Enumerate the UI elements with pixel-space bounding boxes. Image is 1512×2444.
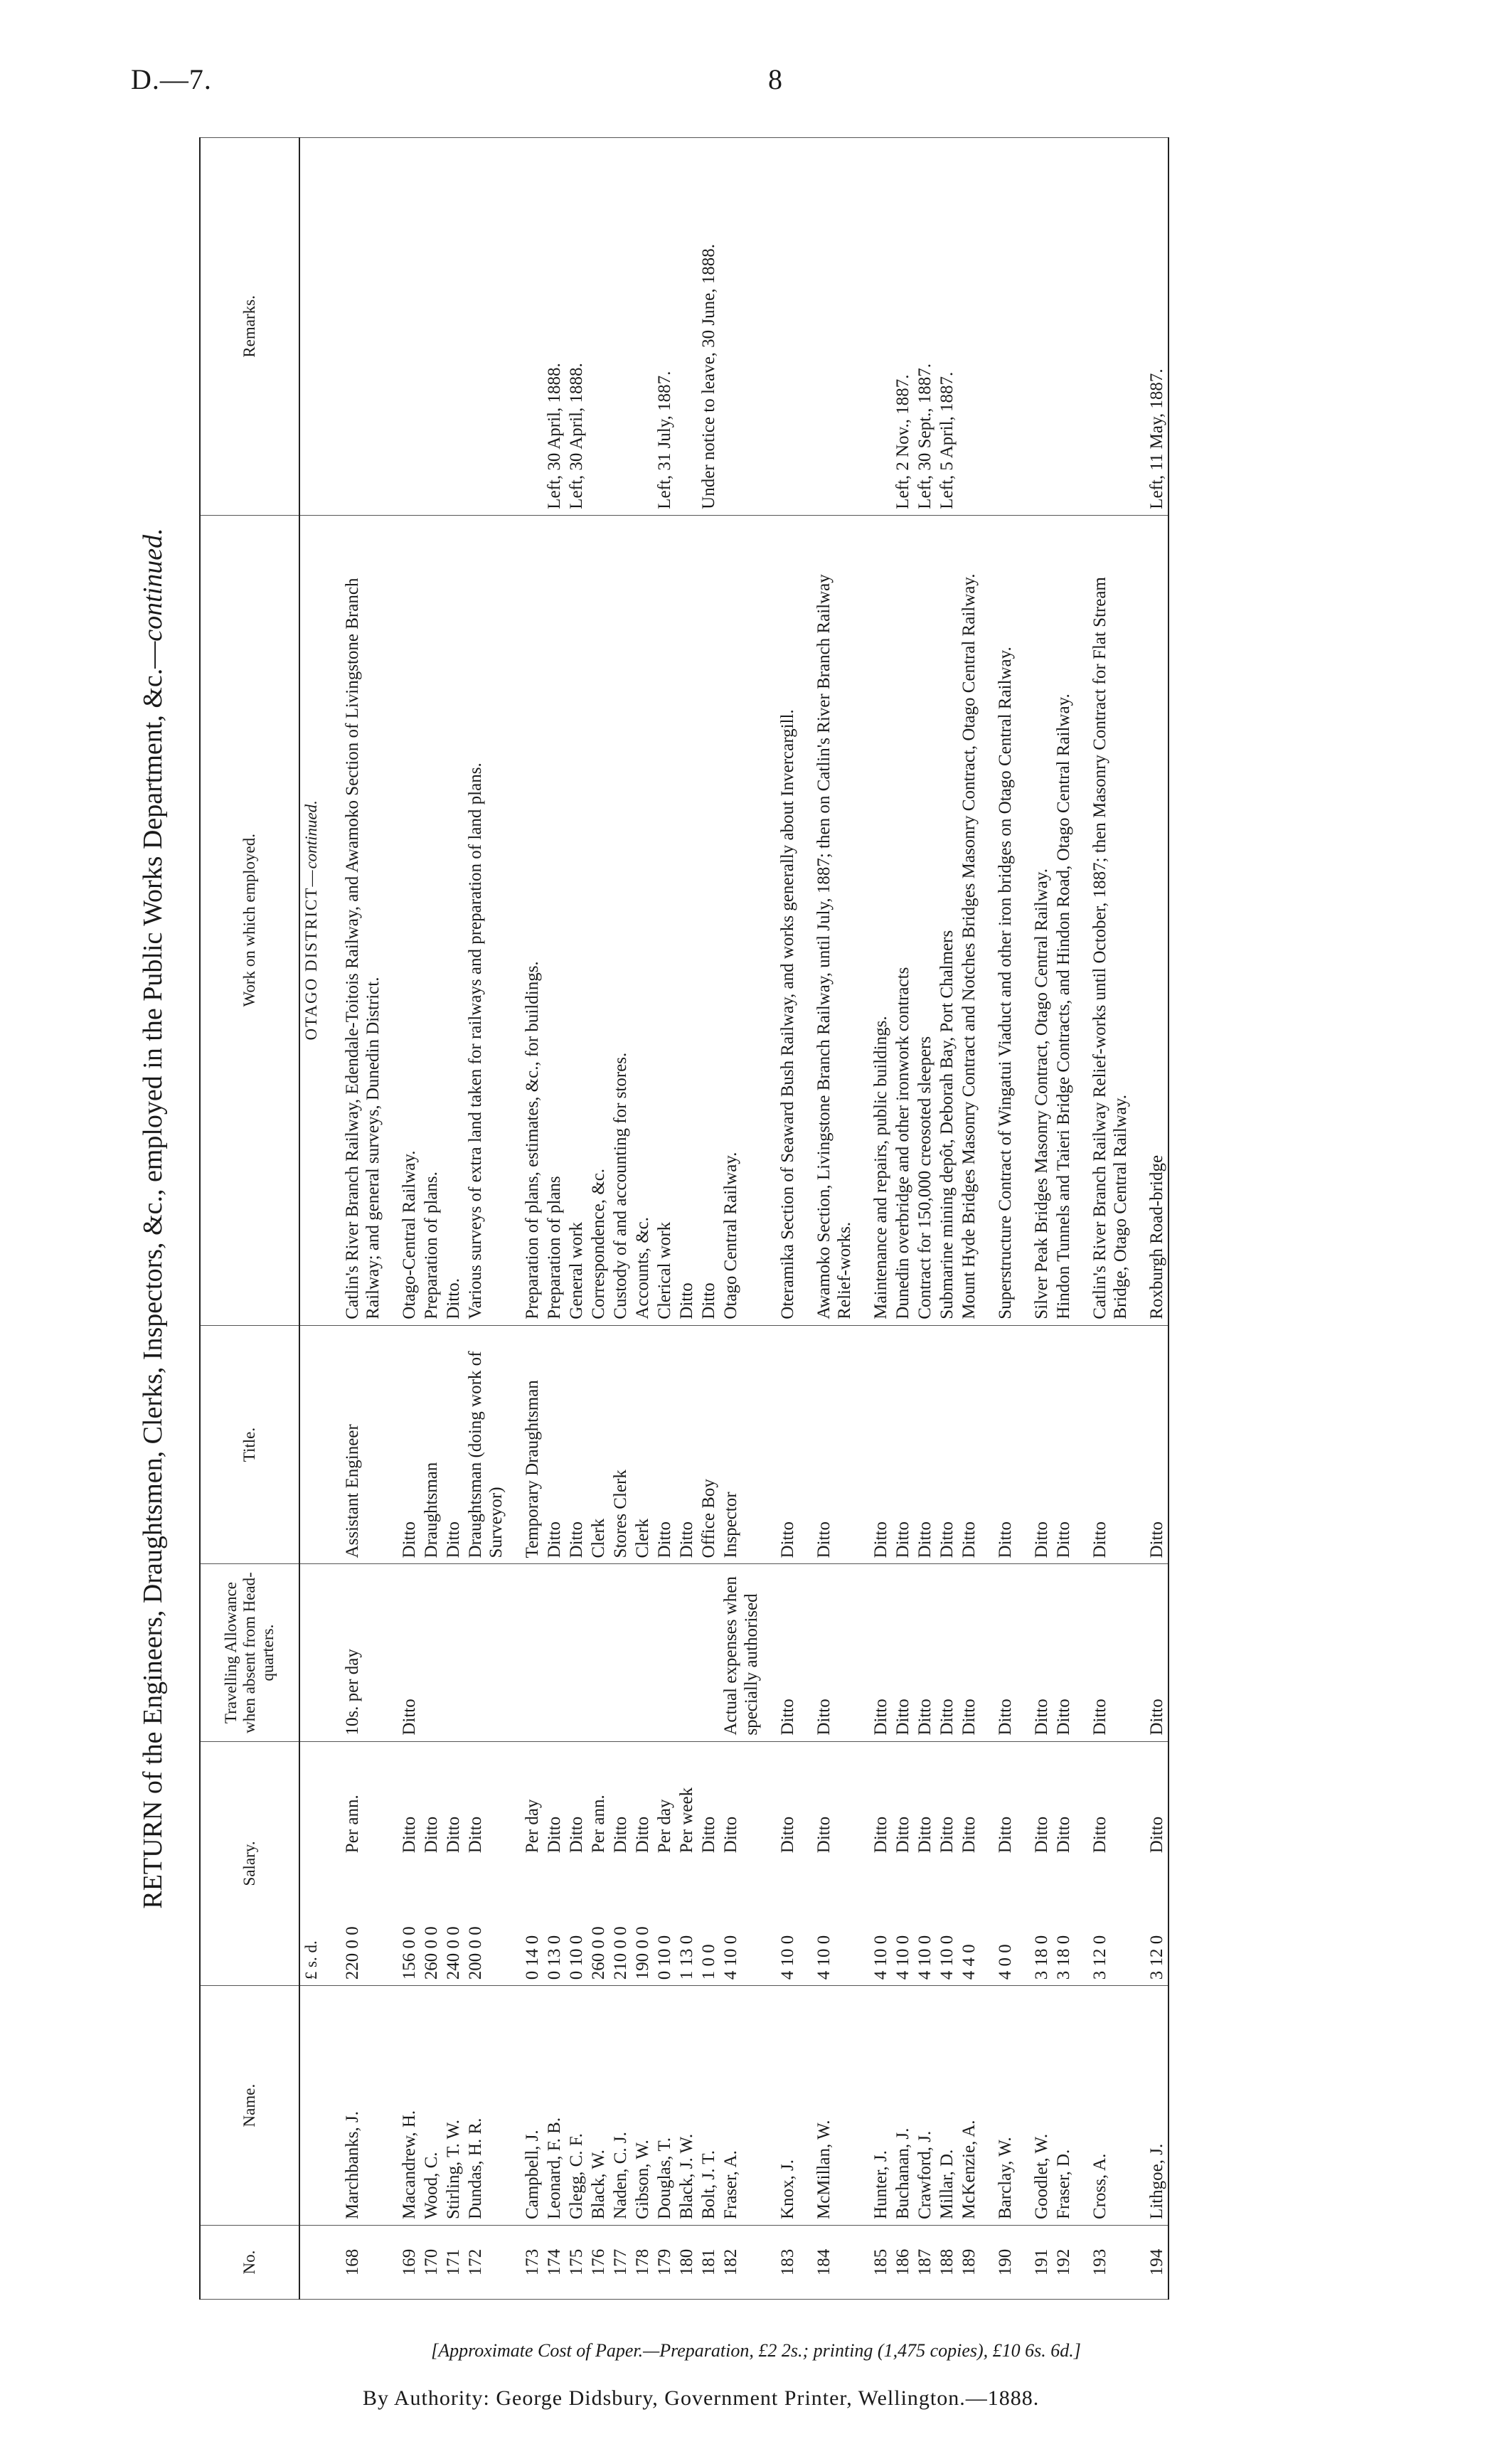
row-name: McKenzie, A. xyxy=(958,1986,980,2226)
col-header-salary: Salary. xyxy=(200,1741,299,1986)
row-work: Oteramika Section of Seaward Bush Railway, and works generally about Invercargill. xyxy=(777,515,799,1325)
row-name: Marchbanks, J. xyxy=(341,1986,384,2226)
table-row xyxy=(398,138,420,2300)
row-title: Ditto xyxy=(892,1325,914,1564)
table-row xyxy=(1089,138,1132,2300)
salary-amount: 156 0 0 xyxy=(400,1926,419,1980)
table-row xyxy=(543,138,565,2300)
row-remarks xyxy=(813,138,856,516)
row-salary xyxy=(521,1741,543,1986)
row-title: Ditto xyxy=(777,1325,799,1564)
salary-period: Ditto xyxy=(996,1816,1015,1854)
row-salary xyxy=(442,1741,464,1986)
row-work: Preparation of plans xyxy=(543,515,565,1325)
row-no: 184 xyxy=(813,2226,856,2300)
row-salary xyxy=(870,1741,892,1986)
table-row xyxy=(442,138,464,2300)
row-no: 181 xyxy=(698,2226,720,2300)
row-salary xyxy=(543,1741,565,1986)
table-row xyxy=(698,138,720,2300)
row-travelling: Ditto xyxy=(398,1564,420,1741)
salary-period: Per day xyxy=(655,1799,674,1854)
salary-amount: 1 0 0 xyxy=(699,1944,718,1980)
row-title: Ditto xyxy=(1031,1325,1053,1564)
row-title: Ditto xyxy=(936,1325,958,1564)
table-row xyxy=(341,138,384,2300)
salary-period: Ditto xyxy=(915,1816,935,1854)
salary-period: Per ann. xyxy=(589,1795,608,1854)
salary-period: Ditto xyxy=(937,1816,957,1854)
row-title: Assistant Engineer xyxy=(341,1325,384,1564)
row-title: Ditto xyxy=(813,1325,856,1564)
row-salary xyxy=(1053,1741,1075,1986)
row-no: 173 xyxy=(521,2226,543,2300)
row-salary xyxy=(994,1741,1016,1986)
salary-amount: 190 0 0 xyxy=(633,1926,652,1980)
row-no: 169 xyxy=(398,2226,420,2300)
row-name: Gibson, W. xyxy=(632,1986,654,2226)
row-remarks: Left, 5 April, 1887. xyxy=(936,138,958,516)
row-name: Campbell, J. xyxy=(521,1986,543,2226)
row-travelling xyxy=(654,1564,676,1741)
salary-period: Ditto xyxy=(959,1816,979,1854)
row-no: 176 xyxy=(587,2226,609,2300)
salary-period: Per ann. xyxy=(343,1795,362,1854)
salary-period: Ditto xyxy=(893,1816,912,1854)
row-no: 183 xyxy=(777,2226,799,2300)
row-title: Ditto xyxy=(870,1325,892,1564)
salary-amount: 220 0 0 xyxy=(343,1926,362,1980)
salary-amount: 0 14 0 xyxy=(523,1935,542,1980)
row-remarks: Left, 11 May, 1887. xyxy=(1146,138,1168,516)
salary-amount: 200 0 0 xyxy=(466,1926,485,1980)
row-work: Clerical work xyxy=(654,515,676,1325)
row-salary xyxy=(464,1741,507,1986)
row-remarks xyxy=(609,138,632,516)
row-travelling xyxy=(565,1564,587,1741)
salary-period: Ditto xyxy=(466,1816,485,1854)
row-title: Draughtsman (doing work of Surveyor) xyxy=(464,1325,507,1564)
row-travelling xyxy=(442,1564,464,1741)
row-name: Barclay, W. xyxy=(994,1986,1016,2226)
row-remarks xyxy=(777,138,799,516)
row-no: 187 xyxy=(914,2226,936,2300)
row-title: Ditto xyxy=(543,1325,565,1564)
row-salary xyxy=(1031,1741,1053,1986)
district-heading: OTAGO DISTRICT—continued. xyxy=(299,515,341,1325)
salary-amount: 240 0 0 xyxy=(444,1926,463,1980)
row-name: Wood, C. xyxy=(420,1986,442,2226)
row-name: Leonard, F. B. xyxy=(543,1986,565,2226)
row-no: 175 xyxy=(565,2226,587,2300)
salary-amount: 4 10 0 xyxy=(778,1935,797,1980)
row-title: Ditto xyxy=(1053,1325,1075,1564)
cost-note: [Approximate Cost of Paper.—Preparation, £2 2s.; printing (1,475 copies), £10 6s. 6d.] xyxy=(431,2340,1081,2361)
row-no: 193 xyxy=(1089,2226,1132,2300)
salary-period: Ditto xyxy=(567,1816,586,1854)
row-no: 168 xyxy=(341,2226,384,2300)
col-header-name: Name. xyxy=(200,1986,299,2226)
row-work: Ditto. xyxy=(442,515,464,1325)
row-travelling: Ditto xyxy=(936,1564,958,1741)
table-row xyxy=(654,138,676,2300)
row-remarks xyxy=(442,138,464,516)
row-salary xyxy=(892,1741,914,1986)
row-title: Ditto xyxy=(565,1325,587,1564)
row-travelling: Ditto xyxy=(892,1564,914,1741)
table-row xyxy=(914,138,936,2300)
table-row xyxy=(1031,138,1053,2300)
table-row xyxy=(870,138,892,2300)
return-title-cont: continued. xyxy=(138,528,168,642)
row-travelling xyxy=(698,1564,720,1741)
table-row xyxy=(994,138,1016,2300)
row-no: 182 xyxy=(720,2226,762,2300)
row-remarks: Left, 30 April, 1888. xyxy=(543,138,565,516)
row-no: 188 xyxy=(936,2226,958,2300)
row-work: General work xyxy=(565,515,587,1325)
salary-amount: 4 10 0 xyxy=(937,1935,957,1980)
table-row xyxy=(676,138,698,2300)
salary-amount: 3 12 0 xyxy=(1147,1935,1166,1980)
row-travelling xyxy=(521,1564,543,1741)
salary-period: Ditto xyxy=(814,1816,834,1854)
row-remarks xyxy=(521,138,543,516)
table-row xyxy=(813,138,856,2300)
row-name: Cross, A. xyxy=(1089,1986,1132,2226)
salary-period: Ditto xyxy=(1032,1816,1051,1854)
row-work: Awamoko Section, Livingstone Branch Railway, until July, 1887; then on Catlin's River Branch Railway Relief-works. xyxy=(813,515,856,1325)
row-salary xyxy=(565,1741,587,1986)
salary-period: Ditto xyxy=(721,1816,740,1854)
page-number: 8 xyxy=(768,63,782,95)
return-table xyxy=(199,137,1169,2300)
salary-amount: 3 18 0 xyxy=(1032,1935,1051,1980)
row-remarks: Left, 30 Sept., 1887. xyxy=(914,138,936,516)
row-title: Ditto xyxy=(398,1325,420,1564)
row-salary xyxy=(609,1741,632,1986)
rotated-table-frame xyxy=(107,137,1312,2300)
row-remarks: Left, 2 Nov., 1887. xyxy=(892,138,914,516)
salary-period: Ditto xyxy=(1147,1816,1166,1854)
printer-imprint: By Authority: George Didsbury, Government Printer, Wellington.—1888. xyxy=(363,2386,1040,2410)
row-salary xyxy=(654,1741,676,1986)
row-no: 194 xyxy=(1146,2226,1168,2300)
table-row xyxy=(936,138,958,2300)
row-no: 186 xyxy=(892,2226,914,2300)
row-travelling: Ditto xyxy=(994,1564,1016,1741)
row-travelling xyxy=(587,1564,609,1741)
salary-period: Ditto xyxy=(545,1816,564,1854)
row-work: Dunedin overbridge and other ironwork contracts xyxy=(892,515,914,1325)
row-work: Custody of and accounting for stores. xyxy=(609,515,632,1325)
row-travelling xyxy=(632,1564,654,1741)
row-remarks xyxy=(341,138,384,516)
row-travelling: Ditto xyxy=(1053,1564,1075,1741)
row-title: Clerk xyxy=(632,1325,654,1564)
row-no: 179 xyxy=(654,2226,676,2300)
salary-period: Ditto xyxy=(871,1816,890,1854)
row-work: Otago Central Railway. xyxy=(720,515,762,1325)
salary-period: Ditto xyxy=(444,1816,463,1854)
row-no: 192 xyxy=(1053,2226,1075,2300)
salary-period: Ditto xyxy=(633,1816,652,1854)
salary-period: Ditto xyxy=(778,1816,797,1854)
row-title: Temporary Draughtsman xyxy=(521,1325,543,1564)
row-title: Ditto xyxy=(1089,1325,1132,1564)
row-no: 190 xyxy=(994,2226,1016,2300)
table-row xyxy=(892,138,914,2300)
salary-amount: 4 10 0 xyxy=(915,1935,935,1980)
page-reference: D.—7. xyxy=(131,63,212,95)
salary-period: Per day xyxy=(523,1799,542,1854)
row-travelling xyxy=(464,1564,507,1741)
salary-amount: 3 18 0 xyxy=(1054,1935,1073,1980)
row-remarks: Under notice to leave, 30 June, 1888. xyxy=(698,138,720,516)
row-no: 180 xyxy=(676,2226,698,2300)
row-name: Buchanan, J. xyxy=(892,1986,914,2226)
row-remarks xyxy=(1053,138,1075,516)
row-title: Ditto xyxy=(994,1325,1016,1564)
row-salary xyxy=(813,1741,856,1986)
row-remarks xyxy=(420,138,442,516)
row-title: Office Boy xyxy=(698,1325,720,1564)
row-no: 191 xyxy=(1031,2226,1053,2300)
row-work: Ditto xyxy=(676,515,698,1325)
row-no: 172 xyxy=(464,2226,507,2300)
row-salary xyxy=(676,1741,698,1986)
salary-amount: 260 0 0 xyxy=(422,1926,441,1980)
table-row xyxy=(777,138,799,2300)
row-title: Ditto xyxy=(676,1325,698,1564)
row-work: Roxburgh Road-bridge xyxy=(1146,515,1168,1325)
row-salary xyxy=(936,1741,958,1986)
row-name: McMillan, W. xyxy=(813,1986,856,2226)
return-title-main: RETURN of the Engineers, Draughtsmen, Clerks, Inspectors, &c., employed in the Public Works Department, &c.— xyxy=(138,641,168,1909)
salary-period: Per week xyxy=(677,1787,696,1854)
row-remarks xyxy=(632,138,654,516)
row-work: Submarine mining depôt, Deborah Bay, Port Chalmers xyxy=(936,515,958,1325)
row-title: Ditto xyxy=(914,1325,936,1564)
salary-amount: 4 10 0 xyxy=(814,1935,834,1980)
table-row xyxy=(587,138,609,2300)
row-name: Millar, D. xyxy=(936,1986,958,2226)
row-salary xyxy=(1146,1741,1168,1986)
row-travelling xyxy=(420,1564,442,1741)
row-travelling: Ditto xyxy=(777,1564,799,1741)
table-row xyxy=(720,138,762,2300)
salary-amount: 4 4 0 xyxy=(959,1944,979,1980)
row-work: Preparation of plans, estimates, &c., for buildings. xyxy=(521,515,543,1325)
row-work: Superstructure Contract of Wingatui Viaduct and other iron bridges on Otago Central Railway. xyxy=(994,515,1016,1325)
row-remarks xyxy=(958,138,980,516)
row-salary xyxy=(341,1741,384,1986)
row-travelling xyxy=(676,1564,698,1741)
row-travelling: Ditto xyxy=(1031,1564,1053,1741)
row-travelling: Ditto xyxy=(914,1564,936,1741)
table-row xyxy=(420,138,442,2300)
col-header-title: Title. xyxy=(200,1325,299,1564)
row-remarks xyxy=(994,138,1016,516)
row-salary xyxy=(777,1741,799,1986)
row-title: Clerk xyxy=(587,1325,609,1564)
row-travelling: Actual expenses when specially authorised xyxy=(720,1564,762,1741)
salary-period: Ditto xyxy=(699,1816,718,1854)
row-travelling: 10s. per day xyxy=(341,1564,384,1741)
row-name: Black, J. W. xyxy=(676,1986,698,2226)
row-travelling: Ditto xyxy=(1089,1564,1132,1741)
return-title xyxy=(107,137,199,2300)
row-name: Naden, C. J. xyxy=(609,1986,632,2226)
salary-amount: 4 10 0 xyxy=(893,1935,912,1980)
salary-amount: 4 10 0 xyxy=(871,1935,890,1980)
row-title: Ditto xyxy=(958,1325,980,1564)
row-work: Accounts, &c. xyxy=(632,515,654,1325)
row-travelling xyxy=(543,1564,565,1741)
row-name: Fraser, A. xyxy=(720,1986,762,2226)
row-salary xyxy=(720,1741,762,1986)
row-no: 178 xyxy=(632,2226,654,2300)
row-remarks xyxy=(398,138,420,516)
row-work: Hindon Tunnels and Taieri Bridge Contracts, and Hindon Road, Otago Central Railway. xyxy=(1053,515,1075,1325)
salary-amount: 0 13 0 xyxy=(545,1935,564,1980)
row-work: Ditto xyxy=(698,515,720,1325)
row-salary xyxy=(632,1741,654,1986)
row-name: Bolt, J. T. xyxy=(698,1986,720,2226)
table-row xyxy=(565,138,587,2300)
salary-units: £ s. d. xyxy=(299,1741,341,1986)
table-row xyxy=(521,138,543,2300)
table-row xyxy=(464,138,507,2300)
row-no: 170 xyxy=(420,2226,442,2300)
salary-amount: 4 10 0 xyxy=(721,1935,740,1980)
row-remarks xyxy=(720,138,762,516)
row-work: Contract for 150,000 creosoted sleepers xyxy=(914,515,936,1325)
row-work: Maintenance and repairs, public buildings. xyxy=(870,515,892,1325)
row-no: 174 xyxy=(543,2226,565,2300)
row-travelling xyxy=(609,1564,632,1741)
row-name: Black, W. xyxy=(587,1986,609,2226)
row-remarks xyxy=(676,138,698,516)
salary-period: Ditto xyxy=(422,1816,441,1854)
table-row xyxy=(632,138,654,2300)
row-name: Crawford, J. xyxy=(914,1986,936,2226)
row-travelling: Ditto xyxy=(813,1564,856,1741)
table-row xyxy=(1146,138,1168,2300)
salary-period: Ditto xyxy=(611,1816,630,1854)
row-title: Inspector xyxy=(720,1325,762,1564)
row-remarks: Left, 31 July, 1887. xyxy=(654,138,676,516)
salary-period: Ditto xyxy=(400,1816,419,1854)
row-work: Catlin's River Branch Railway Relief-works until October, 1887; then Masonry Contract for Flat Stream Bridge, Otago Central Railway. xyxy=(1089,515,1132,1325)
row-name: Glegg, C. F. xyxy=(565,1986,587,2226)
row-title: Draughtsman xyxy=(420,1325,442,1564)
table-row xyxy=(609,138,632,2300)
row-title: Stores Clerk xyxy=(609,1325,632,1564)
row-name: Lithgoe, J. xyxy=(1146,1986,1168,2226)
row-work: Various surveys of extra land taken for railways and preparation of land plans. xyxy=(464,515,507,1325)
row-title: Ditto xyxy=(654,1325,676,1564)
row-no: 189 xyxy=(958,2226,980,2300)
row-travelling: Ditto xyxy=(870,1564,892,1741)
col-header-travelling: Travelling Allowance when absent from Head-quarters. xyxy=(200,1564,299,1741)
row-no: 171 xyxy=(442,2226,464,2300)
salary-period: Ditto xyxy=(1054,1816,1073,1854)
row-name: Stirling, T. W. xyxy=(442,1986,464,2226)
row-travelling: Ditto xyxy=(958,1564,980,1741)
row-remarks: Left, 30 April, 1888. xyxy=(565,138,587,516)
row-work: Otago-Central Railway. xyxy=(398,515,420,1325)
salary-amount: 0 10 0 xyxy=(567,1935,586,1980)
row-title: Ditto xyxy=(1146,1325,1168,1564)
row-name: Hunter, J. xyxy=(870,1986,892,2226)
row-name: Douglas, T. xyxy=(654,1986,676,2226)
row-remarks xyxy=(464,138,507,516)
row-name: Fraser, D. xyxy=(1053,1986,1075,2226)
row-salary xyxy=(914,1741,936,1986)
row-remarks xyxy=(870,138,892,516)
row-travelling: Ditto xyxy=(1146,1564,1168,1741)
row-work: Correspondence, &c. xyxy=(587,515,609,1325)
row-name: Dundas, H. R. xyxy=(464,1986,507,2226)
row-salary xyxy=(1089,1741,1132,1986)
row-remarks xyxy=(587,138,609,516)
salary-amount: 1 13 0 xyxy=(677,1935,696,1980)
row-name: Macandrew, H. xyxy=(398,1986,420,2226)
row-title: Ditto xyxy=(442,1325,464,1564)
table-row xyxy=(958,138,980,2300)
col-header-no: No. xyxy=(200,2226,299,2300)
row-salary xyxy=(398,1741,420,1986)
salary-amount: 3 12 0 xyxy=(1090,1935,1109,1980)
row-remarks xyxy=(1089,138,1132,516)
salary-period: Ditto xyxy=(1090,1816,1109,1854)
row-work: Mount Hyde Bridges Masonry Contract and Notches Bridges Masonry Contract, Otago Central Railway. xyxy=(958,515,980,1325)
row-no: 177 xyxy=(609,2226,632,2300)
row-name: Knox, J. xyxy=(777,1986,799,2226)
salary-amount: 210 0 0 xyxy=(611,1926,630,1980)
table-row xyxy=(1053,138,1075,2300)
salary-amount: 0 10 0 xyxy=(655,1935,674,1980)
salary-amount: 260 0 0 xyxy=(589,1926,608,1980)
row-salary xyxy=(587,1741,609,1986)
row-no: 185 xyxy=(870,2226,892,2300)
row-remarks xyxy=(1031,138,1053,516)
row-salary xyxy=(958,1741,980,1986)
col-header-remarks: Remarks. xyxy=(200,138,299,516)
row-salary xyxy=(420,1741,442,1986)
row-work: Catlin's River Branch Railway, Edendale-Toitois Railway, and Awamoko Section of Livingstone Branch Railway; and general surveys, Dunedin District. xyxy=(341,515,384,1325)
col-header-work: Work on which employed. xyxy=(200,515,299,1325)
row-work: Silver Peak Bridges Masonry Contract, Otago Central Railway. xyxy=(1031,515,1053,1325)
row-salary xyxy=(698,1741,720,1986)
row-name: Goodlet, W. xyxy=(1031,1986,1053,2226)
row-work: Preparation of plans. xyxy=(420,515,442,1325)
salary-amount: 4 0 0 xyxy=(996,1944,1015,1980)
